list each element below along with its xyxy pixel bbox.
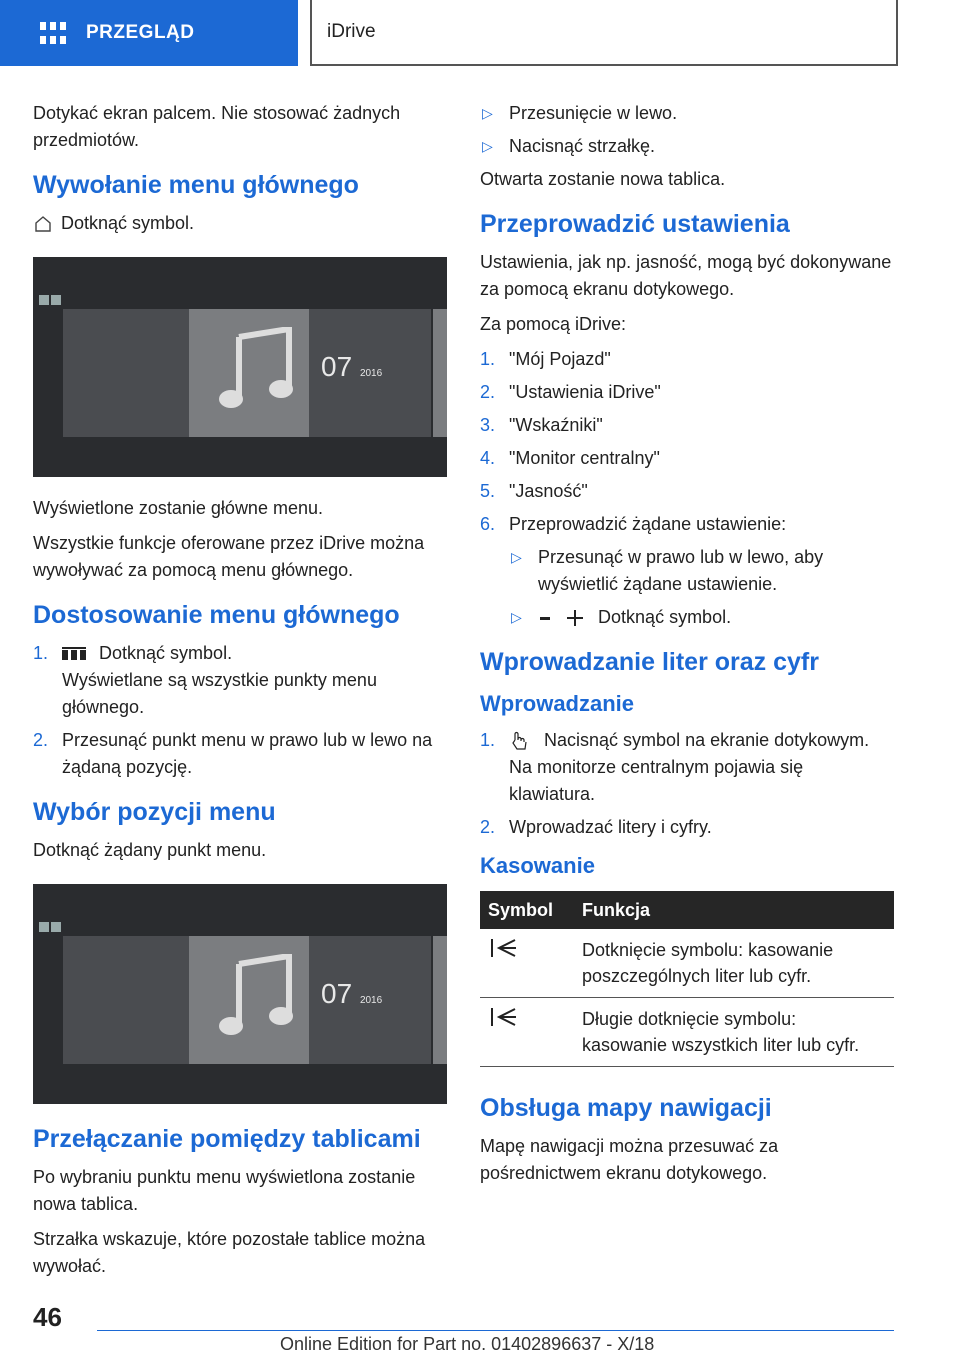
heading-map: Obsługa mapy nawigacji bbox=[480, 1094, 772, 1122]
triangle-bullet-icon: ▷ bbox=[482, 105, 493, 121]
list-item bbox=[480, 412, 894, 439]
right-column bbox=[480, 100, 894, 1195]
list-item bbox=[480, 727, 894, 808]
heading-call-menu: Wywołanie menu głównego bbox=[33, 171, 359, 199]
list-number: 1. bbox=[480, 730, 496, 750]
list-item bbox=[33, 640, 451, 721]
table-row bbox=[480, 929, 894, 998]
heading-input: Wprowadzanie bbox=[480, 691, 635, 716]
menu-selection-screenshot bbox=[33, 884, 447, 1104]
next-tile bbox=[433, 309, 447, 437]
list-text: Wprowadzać litery i cyfry. bbox=[509, 817, 712, 837]
keyboard-touch-icon bbox=[509, 731, 531, 751]
list-text: "Mój Pojazd" bbox=[509, 349, 611, 369]
table-row bbox=[480, 998, 894, 1067]
chapter-tab bbox=[310, 0, 898, 66]
map-text: Mapę nawigacji można przesuwać za pośrednictwem ekranu dotykowego. bbox=[480, 1136, 779, 1183]
list-text: "Wskaźniki" bbox=[509, 415, 603, 435]
edition-footer: Online Edition for Part no. 01402896637 - X/18 bbox=[280, 1334, 655, 1354]
menu-grid-icon bbox=[39, 293, 63, 309]
chapter-title: iDrive bbox=[327, 21, 376, 42]
heading-customize: Dostosowanie menu głównego bbox=[33, 601, 400, 629]
list-item bbox=[480, 346, 894, 373]
list-text: Dotknąć symbol. bbox=[598, 607, 732, 627]
list-number: 2. bbox=[480, 382, 496, 402]
new-board-text: Otwarta zostanie nowa tablica. bbox=[480, 169, 726, 189]
list-subtext: Wyświetlane są wszystkie punkty menu głównego. bbox=[62, 670, 377, 717]
list-item bbox=[509, 604, 894, 631]
list-item bbox=[480, 100, 894, 127]
list-text: "Monitor centralny" bbox=[509, 448, 660, 468]
list-number: 6. bbox=[480, 514, 496, 534]
switch-text-1: Po wybraniu punktu menu wyświetlona zostanie nowa tablica. bbox=[33, 1167, 416, 1214]
clock-time: 07 bbox=[321, 978, 353, 1009]
left-column bbox=[33, 100, 451, 1288]
list-number: 2. bbox=[33, 730, 49, 750]
table-header: Funkcja bbox=[574, 891, 894, 929]
next-tile bbox=[433, 936, 447, 1064]
table-cell-function: Długie dotknięcie symbolu: kasowanie wszystkich liter lub cyfr. bbox=[574, 998, 894, 1067]
table-cell-symbol bbox=[480, 929, 574, 998]
minus-icon bbox=[538, 611, 552, 625]
list-text: Nacisnąć strzałkę. bbox=[509, 136, 656, 156]
table-cell-symbol bbox=[480, 998, 574, 1067]
heading-switch: Przełączanie pomiędzy tablicami bbox=[33, 1125, 421, 1153]
list-number: 5. bbox=[480, 481, 496, 501]
list-text: "Jasność" bbox=[509, 481, 588, 501]
list-text: Przesunąć punkt menu w prawo lub w lewo na żądaną pozycję. bbox=[62, 730, 433, 777]
list-item bbox=[480, 445, 894, 472]
section-tab bbox=[0, 0, 298, 66]
heading-delete: Kasowanie bbox=[480, 853, 595, 878]
call-menu-step bbox=[33, 210, 451, 237]
list-item bbox=[480, 478, 894, 505]
list-item bbox=[33, 727, 451, 781]
heading-select: Wybór pozycji menu bbox=[33, 798, 276, 826]
list-item bbox=[509, 544, 894, 598]
list-number: 4. bbox=[480, 448, 496, 468]
delete-arrow-icon bbox=[488, 1006, 518, 1028]
list-number: 1. bbox=[480, 349, 496, 369]
clock-time: 07 bbox=[321, 351, 353, 382]
triangle-bullet-icon: ▷ bbox=[482, 138, 493, 154]
all-functions-text: Wszystkie funkcje oferowane przez iDrive można wywoływać za pomocą menu głównego. bbox=[33, 533, 425, 580]
list-item bbox=[480, 511, 894, 538]
clock-year: 2016 bbox=[359, 368, 383, 379]
heading-settings: Przeprowadzić ustawienia bbox=[480, 210, 790, 238]
list-text: Przesunąć w prawo lub w lewo, aby wyświetlić żądane ustawienie. bbox=[538, 547, 824, 594]
list-item bbox=[480, 379, 894, 406]
clock-readout bbox=[321, 351, 382, 383]
heading-letters: Wprowadzanie liter oraz cyfr bbox=[480, 648, 819, 676]
settings-text: Ustawienia, jak np. jasność, mogą być dokonywane za pomocą ekranu dotykowego. bbox=[480, 252, 892, 299]
list-text: Przeprowadzić żądane ustawienie: bbox=[509, 514, 787, 534]
home-icon bbox=[33, 214, 53, 234]
music-note-icon bbox=[219, 327, 299, 417]
vehicle-tile bbox=[63, 309, 203, 437]
music-note-icon bbox=[219, 954, 299, 1044]
select-text: Dotknąć żądany punkt menu. bbox=[33, 840, 267, 860]
list-text: "Ustawienia iDrive" bbox=[509, 382, 661, 402]
clock-readout bbox=[321, 978, 382, 1010]
list-number: 3. bbox=[480, 415, 496, 435]
list-number: 2. bbox=[480, 817, 496, 837]
with-idrive-text: Za pomocą iDrive: bbox=[480, 314, 627, 334]
grid-icon bbox=[40, 22, 66, 44]
triangle-bullet-icon: ▷ bbox=[511, 549, 522, 565]
vehicle-tile bbox=[63, 936, 203, 1064]
list-number: 1. bbox=[33, 643, 49, 663]
plus-icon bbox=[565, 608, 585, 628]
call-menu-step-text: Dotknąć symbol. bbox=[61, 213, 195, 233]
triangle-bullet-icon: ▷ bbox=[511, 609, 522, 625]
list-text: Nacisnąć symbol na ekranie dotykowym. bbox=[544, 730, 870, 750]
list-item bbox=[480, 133, 894, 160]
delete-arrow-icon bbox=[488, 937, 518, 959]
displayed-text: Wyświetlone zostanie główne menu. bbox=[33, 498, 323, 518]
list-text: Przesunięcie w lewo. bbox=[509, 103, 678, 123]
page-number: 46 bbox=[33, 1302, 62, 1332]
switch-text-2: Strzałka wskazuje, które pozostałe tablice można wywołać. bbox=[33, 1229, 426, 1276]
menu-customize-icon bbox=[62, 647, 86, 661]
table-header: Symbol bbox=[480, 891, 574, 929]
menu-grid-icon bbox=[39, 920, 63, 936]
list-subtext: Na monitorze centralnym pojawia się klawiatura. bbox=[509, 757, 804, 804]
list-text: Dotknąć symbol. bbox=[99, 643, 233, 663]
section-title: PRZEGLĄD bbox=[86, 22, 195, 43]
delete-table bbox=[480, 891, 894, 1067]
clock-year: 2016 bbox=[359, 995, 383, 1006]
main-menu-screenshot bbox=[33, 257, 447, 477]
list-item bbox=[480, 814, 894, 841]
intro-text: Dotykać ekran palcem. Nie stosować żadnych przedmiotów. bbox=[33, 103, 401, 150]
table-cell-function: Dotknięcie symbolu: kasowanie poszczególnych liter lub cyfr. bbox=[574, 929, 894, 998]
footer-divider bbox=[97, 1330, 894, 1331]
